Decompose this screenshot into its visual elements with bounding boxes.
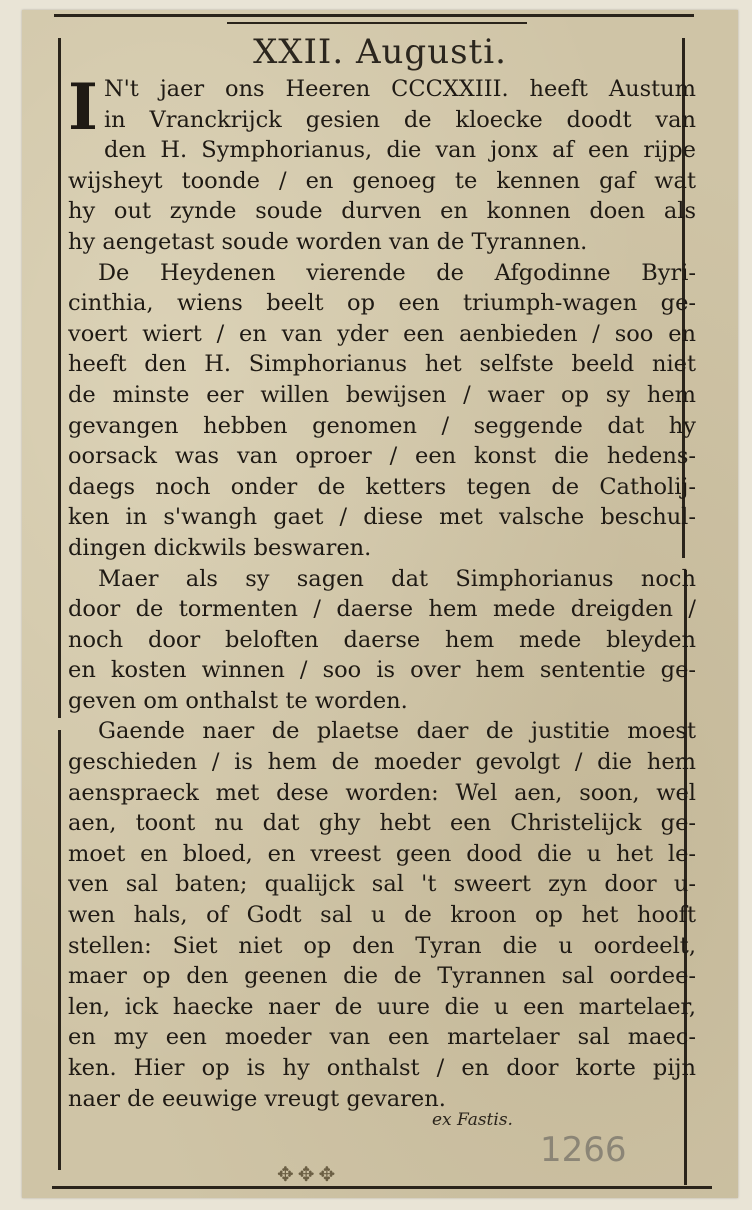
text-line: wen hals, of Godt sal u de kroon op het hooft	[68, 902, 696, 929]
text-line: noch door beloften daerse hem mede bleyden	[68, 626, 696, 653]
left-rule	[58, 38, 61, 718]
text-line: stellen: Siet niet op den Tyran die u oordeelt,	[68, 932, 696, 959]
text-line: N't jaer ons Heeren CCCXXIII. heeft Austum	[103, 76, 696, 102]
ornament: ✥✥✥	[277, 1162, 340, 1186]
inventory-number: 1266	[540, 1130, 627, 1170]
text-line: in Vranckrijck gesien de kloecke doodt van	[103, 106, 696, 133]
text-line: voert wiert / en van yder een aenbieden / soo en	[68, 320, 696, 347]
article-text	[68, 70, 696, 1114]
text-line: en kosten winnen / soo is over hem sententie ge-	[68, 657, 696, 684]
text-line: wijsheyt toonde / en genoeg te kennen gaf wat	[68, 167, 696, 194]
source-note: ex Fastis.	[432, 1110, 513, 1130]
text-line: ken. Hier op is hy onthalst / en door korte pijn	[68, 1055, 696, 1081]
page-heading: XXII. Augusti.	[253, 32, 507, 72]
text-line: heeft den H. Simphorianus het selfste beeld niet	[68, 351, 696, 378]
text-line: ven sal baten; qualijck sal 't sweert zyn door u-	[68, 871, 696, 898]
text-line: aen, toont nu dat ghy hebt een Christelijck ge-	[68, 810, 696, 837]
text-line: geven om onthalst te worden.	[68, 687, 408, 714]
text-line: moet en bloed, en vreest geen dood die u het le-	[68, 840, 696, 867]
text-line: den H. Symphorianus, die van jonx af een rijpe	[103, 137, 696, 164]
text-line: hy aengetast soude worden van de Tyrannen.	[68, 228, 588, 255]
text-line: oorsack was van oproer / een konst die hedens-	[68, 443, 696, 470]
top-rule	[54, 14, 694, 17]
text-line: maer op den geenen die de Tyrannen sal oordee-	[68, 963, 696, 990]
text-line: en my een moeder van een martelaer sal maec-	[68, 1024, 696, 1051]
paper-sheet	[22, 10, 738, 1198]
top-rule-2	[227, 22, 527, 24]
drop-cap: I	[68, 70, 98, 145]
text-line: aenspraeck met dese worden: Wel aen, soon, wel	[68, 779, 696, 806]
text-line: naer de eeuwige vreugt gevaren.	[68, 1085, 446, 1112]
left-rule-lower	[58, 730, 61, 1170]
text-line: cinthia, wiens beelt op een triumph-wagen ge-	[68, 290, 696, 317]
text-line: De Heydenen vierende de Afgodinne Byri-	[98, 259, 696, 286]
text-line: Maer als sy sagen dat Simphorianus noch	[98, 565, 696, 592]
text-line: geschieden / is hem de moeder gevolgt / die hem	[68, 749, 696, 776]
text-line: de minste eer willen bewijsen / waer op sy hem	[68, 381, 696, 408]
text-line: door de tormenten / daerse hem mede dreigden /	[68, 596, 696, 623]
text-line: Gaende naer de plaetse daer de justitie moest	[98, 718, 696, 745]
text-line: ken in s'wangh gaet / diese met valsche beschul-	[68, 504, 696, 531]
text-line: len, ick haecke naer de uure die u een martelaer,	[68, 993, 696, 1020]
text-line: gevangen hebben genomen / seggende dat hy	[68, 412, 696, 439]
text-line: daegs noch onder de ketters tegen de Catholij-	[68, 473, 696, 500]
text-line: dingen dickwils beswaren.	[68, 534, 372, 561]
text-line: hy out zynde soude durven en konnen doen als	[68, 198, 696, 225]
bottom-rule	[52, 1186, 712, 1189]
